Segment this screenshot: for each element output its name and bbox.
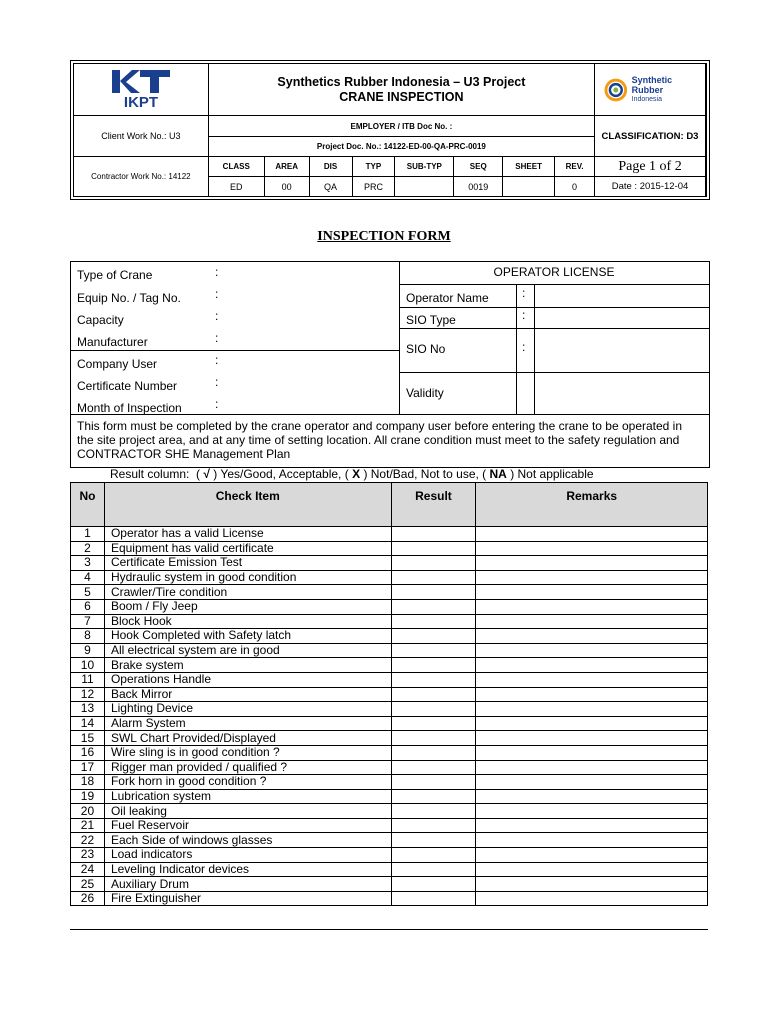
capacity-input[interactable] <box>221 310 395 326</box>
sio-no-input[interactable] <box>538 331 706 369</box>
row-number: 5 <box>71 585 105 600</box>
project-doc-no: Project Doc. No.: 14122-ED-00-QA-PRC-0019 <box>208 137 594 157</box>
row-number: 22 <box>71 833 105 848</box>
result-cell[interactable] <box>391 629 476 644</box>
remarks-cell[interactable] <box>476 527 708 542</box>
checklist-table <box>70 482 708 906</box>
header-no: No <box>71 483 105 527</box>
check-item: Alarm System <box>104 716 391 731</box>
check-item: Block Hook <box>104 614 391 629</box>
project-title: Synthetics Rubber Indonesia – U3 Project <box>277 74 526 89</box>
client-work-no: Client Work No.: U3 <box>74 116 209 157</box>
check-item: Certificate Emission Test <box>104 556 391 571</box>
form-title: INSPECTION FORM <box>317 229 451 244</box>
legend-na: NA <box>489 467 507 481</box>
col-sheet: SHEET <box>503 157 555 177</box>
remarks-cell[interactable] <box>476 760 708 775</box>
row-number: 19 <box>71 789 105 804</box>
validity-label: Validity <box>406 386 444 400</box>
table-row <box>71 629 708 644</box>
result-cell[interactable] <box>391 658 476 673</box>
remarks-cell[interactable] <box>476 541 708 556</box>
row-number: 10 <box>71 658 105 673</box>
table-row <box>71 833 708 848</box>
result-cell[interactable] <box>391 731 476 746</box>
remarks-cell[interactable] <box>476 833 708 848</box>
remarks-cell[interactable] <box>476 848 708 863</box>
month-of-inspection-colon: : <box>215 397 219 411</box>
table-row <box>71 702 708 717</box>
sio-type-colon: : <box>522 308 526 322</box>
table-row <box>71 672 708 687</box>
company-user-input[interactable] <box>221 354 395 370</box>
check-item: Brake system <box>104 658 391 673</box>
remarks-cell[interactable] <box>476 629 708 644</box>
result-cell[interactable] <box>391 702 476 717</box>
legend-check: √ <box>203 467 210 481</box>
svg-text:IKPT: IKPT <box>123 93 158 111</box>
table-row <box>71 731 708 746</box>
check-item: Operator has a valid License <box>104 527 391 542</box>
footer-rule <box>70 929 708 930</box>
result-cell[interactable] <box>391 643 476 658</box>
row-number: 9 <box>71 643 105 658</box>
table-row <box>71 891 708 906</box>
check-item: SWL Chart Provided/Displayed <box>104 731 391 746</box>
logo-name: Synthetic Rubber <box>631 74 673 95</box>
check-item: Lighting Device <box>104 702 391 717</box>
table-row <box>71 556 708 571</box>
check-item: Boom / Fly Jeep <box>104 599 391 614</box>
remarks-cell[interactable] <box>476 658 708 673</box>
document-title-cell <box>208 64 594 116</box>
result-cell[interactable] <box>391 804 476 819</box>
sio-type-label: SIO Type <box>406 313 456 327</box>
type-of-crane-label: Type of Crane <box>77 268 153 282</box>
val-rev: 0 <box>555 177 595 197</box>
check-item: Oil leaking <box>104 804 391 819</box>
check-item: All electrical system are in good <box>104 643 391 658</box>
info-box <box>70 261 710 468</box>
remarks-cell[interactable] <box>476 818 708 833</box>
row-number: 1 <box>71 527 105 542</box>
ikpt-logo <box>106 67 176 111</box>
result-cell[interactable] <box>391 789 476 804</box>
document-header <box>73 63 706 197</box>
legend-x: X <box>352 467 361 481</box>
certificate-number-colon: : <box>215 375 219 389</box>
checklist-body <box>71 527 708 906</box>
result-cell[interactable] <box>391 716 476 731</box>
row-number: 17 <box>71 760 105 775</box>
certificate-number-input[interactable] <box>221 376 395 392</box>
table-row <box>71 687 708 702</box>
table-row <box>71 570 708 585</box>
type-of-crane-colon: : <box>215 265 219 279</box>
col-dis: DIS <box>309 157 352 177</box>
operator-name-label: Operator Name <box>406 291 489 305</box>
row-number: 11 <box>71 672 105 687</box>
table-row <box>71 716 708 731</box>
table-row <box>71 541 708 556</box>
result-cell[interactable] <box>391 833 476 848</box>
row-number: 20 <box>71 804 105 819</box>
result-cell[interactable] <box>391 877 476 892</box>
row-number: 12 <box>71 687 105 702</box>
result-cell[interactable] <box>391 599 476 614</box>
result-cell[interactable] <box>391 745 476 760</box>
remarks-cell[interactable] <box>476 862 708 877</box>
check-item: Wire sling is in good condition ? <box>104 745 391 760</box>
remarks-cell[interactable] <box>476 643 708 658</box>
remarks-cell[interactable] <box>476 556 708 571</box>
table-row <box>71 848 708 863</box>
operator-name-colon: : <box>522 286 526 300</box>
table-row <box>71 599 708 614</box>
check-item: Operations Handle <box>104 672 391 687</box>
check-item: Auxiliary Drum <box>104 877 391 892</box>
val-sub-typ <box>395 177 454 197</box>
check-item: Fuel Reservoir <box>104 818 391 833</box>
result-cell[interactable] <box>391 891 476 906</box>
col-rev: REV. <box>555 157 595 177</box>
val-class: ED <box>208 177 264 197</box>
check-item: Fork horn in good condition ? <box>104 775 391 790</box>
instruction-note: This form must be completed by the crane operator and company user before entering the crane to be operated in the site project area, and at any time of setting location. All crane condition must meet to the safety regulation and CONTRACTOR SHE Management Plan <box>77 419 683 461</box>
table-row <box>71 745 708 760</box>
table-row <box>71 804 708 819</box>
remarks-cell[interactable] <box>476 687 708 702</box>
table-row <box>71 527 708 542</box>
row-number: 15 <box>71 731 105 746</box>
row-number: 23 <box>71 848 105 863</box>
operator-license-heading: OPERATOR LICENSE <box>493 265 615 279</box>
check-item: Each Side of windows glasses <box>104 833 391 848</box>
result-cell[interactable] <box>391 541 476 556</box>
row-number: 7 <box>71 614 105 629</box>
table-row <box>71 789 708 804</box>
row-number: 16 <box>71 745 105 760</box>
check-item: Rigger man provided / qualified ? <box>104 760 391 775</box>
col-typ: TYP <box>352 157 395 177</box>
val-dis: QA <box>309 177 352 197</box>
result-cell[interactable] <box>391 687 476 702</box>
validity-input[interactable] <box>538 375 706 411</box>
remarks-cell[interactable] <box>476 570 708 585</box>
remarks-cell[interactable] <box>476 891 708 906</box>
check-item: Hydraulic system in good condition <box>104 570 391 585</box>
document-title: CRANE INSPECTION <box>339 89 464 104</box>
remarks-cell[interactable] <box>476 716 708 731</box>
manufacturer-colon: : <box>215 331 219 345</box>
equip-no-label: Equip No. / Tag No. <box>77 291 181 305</box>
capacity-label: Capacity <box>77 313 124 327</box>
result-cell[interactable] <box>391 672 476 687</box>
legend-na-text: ) Not applicable <box>510 467 594 481</box>
result-cell[interactable] <box>391 862 476 877</box>
manufacturer-label: Manufacturer <box>77 335 148 349</box>
row-number: 21 <box>71 818 105 833</box>
header-remarks: Remarks <box>476 483 708 527</box>
legend-prefix: Result column: ( <box>110 467 201 481</box>
table-row <box>71 775 708 790</box>
remarks-cell[interactable] <box>476 789 708 804</box>
table-row <box>71 760 708 775</box>
classification: CLASSIFICATION: D3 <box>595 116 706 157</box>
row-number: 3 <box>71 556 105 571</box>
col-area: AREA <box>264 157 309 177</box>
row-number: 18 <box>71 775 105 790</box>
result-cell[interactable] <box>391 848 476 863</box>
document-date: Date : 2015-12-04 <box>595 177 706 197</box>
result-cell[interactable] <box>391 614 476 629</box>
row-number: 14 <box>71 716 105 731</box>
table-row <box>71 658 708 673</box>
manufacturer-input[interactable] <box>221 332 395 348</box>
ikpt-logo-cell <box>74 64 209 116</box>
equip-no-input[interactable] <box>221 288 395 304</box>
check-item: Fire Extinguisher <box>104 891 391 906</box>
row-number: 6 <box>71 599 105 614</box>
equip-no-colon: : <box>215 287 219 301</box>
remarks-cell[interactable] <box>476 745 708 760</box>
val-seq: 0019 <box>454 177 503 197</box>
table-row <box>71 585 708 600</box>
result-cell[interactable] <box>391 556 476 571</box>
sri-logo-cell <box>595 64 706 116</box>
val-sheet <box>503 177 555 197</box>
page-number: Page 1 of 2 <box>595 157 706 177</box>
remarks-cell[interactable] <box>476 672 708 687</box>
check-item: Crawler/Tire condition <box>104 585 391 600</box>
operator-name-input[interactable] <box>538 287 706 305</box>
month-of-inspection-input[interactable] <box>221 398 395 412</box>
remarks-cell[interactable] <box>476 585 708 600</box>
remarks-cell[interactable] <box>476 877 708 892</box>
result-cell[interactable] <box>391 760 476 775</box>
contractor-work-no: Contractor Work No.: 14122 <box>74 157 209 197</box>
synthetic-rubber-logo-icon <box>603 77 629 103</box>
company-user-label: Company User <box>77 357 158 371</box>
col-class: CLASS <box>208 157 264 177</box>
check-item: Hook Completed with Safety latch <box>104 629 391 644</box>
result-cell[interactable] <box>391 585 476 600</box>
remarks-cell[interactable] <box>476 599 708 614</box>
result-cell[interactable] <box>391 570 476 585</box>
remarks-cell[interactable] <box>476 614 708 629</box>
check-item: Equipment has valid certificate <box>104 541 391 556</box>
col-sub-typ: SUB-TYP <box>395 157 454 177</box>
header-check-item: Check Item <box>104 483 391 527</box>
check-item: Back Mirror <box>104 687 391 702</box>
table-row <box>71 877 708 892</box>
legend-not: ) Not/Bad, Not to use, ( <box>363 467 487 481</box>
capacity-colon: : <box>215 309 219 323</box>
row-number: 25 <box>71 877 105 892</box>
row-number: 2 <box>71 541 105 556</box>
sio-no-colon: : <box>522 340 526 354</box>
type-of-crane-input[interactable] <box>221 266 395 282</box>
val-typ: PRC <box>352 177 395 197</box>
company-user-colon: : <box>215 353 219 367</box>
table-row <box>71 614 708 629</box>
result-cell[interactable] <box>391 775 476 790</box>
row-number: 4 <box>71 570 105 585</box>
row-number: 8 <box>71 629 105 644</box>
check-item: Leveling Indicator devices <box>104 862 391 877</box>
certificate-number-label: Certificate Number <box>77 379 178 393</box>
logo-subname: Indonesia <box>631 95 662 103</box>
result-cell[interactable] <box>391 527 476 542</box>
row-number: 13 <box>71 702 105 717</box>
remarks-cell[interactable] <box>476 731 708 746</box>
table-row <box>71 818 708 833</box>
remarks-cell[interactable] <box>476 775 708 790</box>
header-result: Result <box>391 483 476 527</box>
check-item: Load indicators <box>104 848 391 863</box>
val-area: 00 <box>264 177 309 197</box>
month-of-inspection-label: Month of Inspection <box>77 401 182 415</box>
sio-no-label: SIO No <box>406 342 446 356</box>
col-seq: SEQ <box>454 157 503 177</box>
remarks-cell[interactable] <box>476 702 708 717</box>
remarks-cell[interactable] <box>476 804 708 819</box>
employer-doc-no: EMPLOYER / ITB Doc No. : <box>208 116 594 137</box>
table-row <box>71 643 708 658</box>
row-number: 24 <box>71 862 105 877</box>
result-legend <box>110 467 594 481</box>
table-row <box>71 862 708 877</box>
sio-type-input[interactable] <box>538 310 706 326</box>
row-number: 26 <box>71 891 105 906</box>
check-item: Lubrication system <box>104 789 391 804</box>
legend-yes: ) Yes/Good, Acceptable, ( <box>209 467 349 481</box>
result-cell[interactable] <box>391 818 476 833</box>
